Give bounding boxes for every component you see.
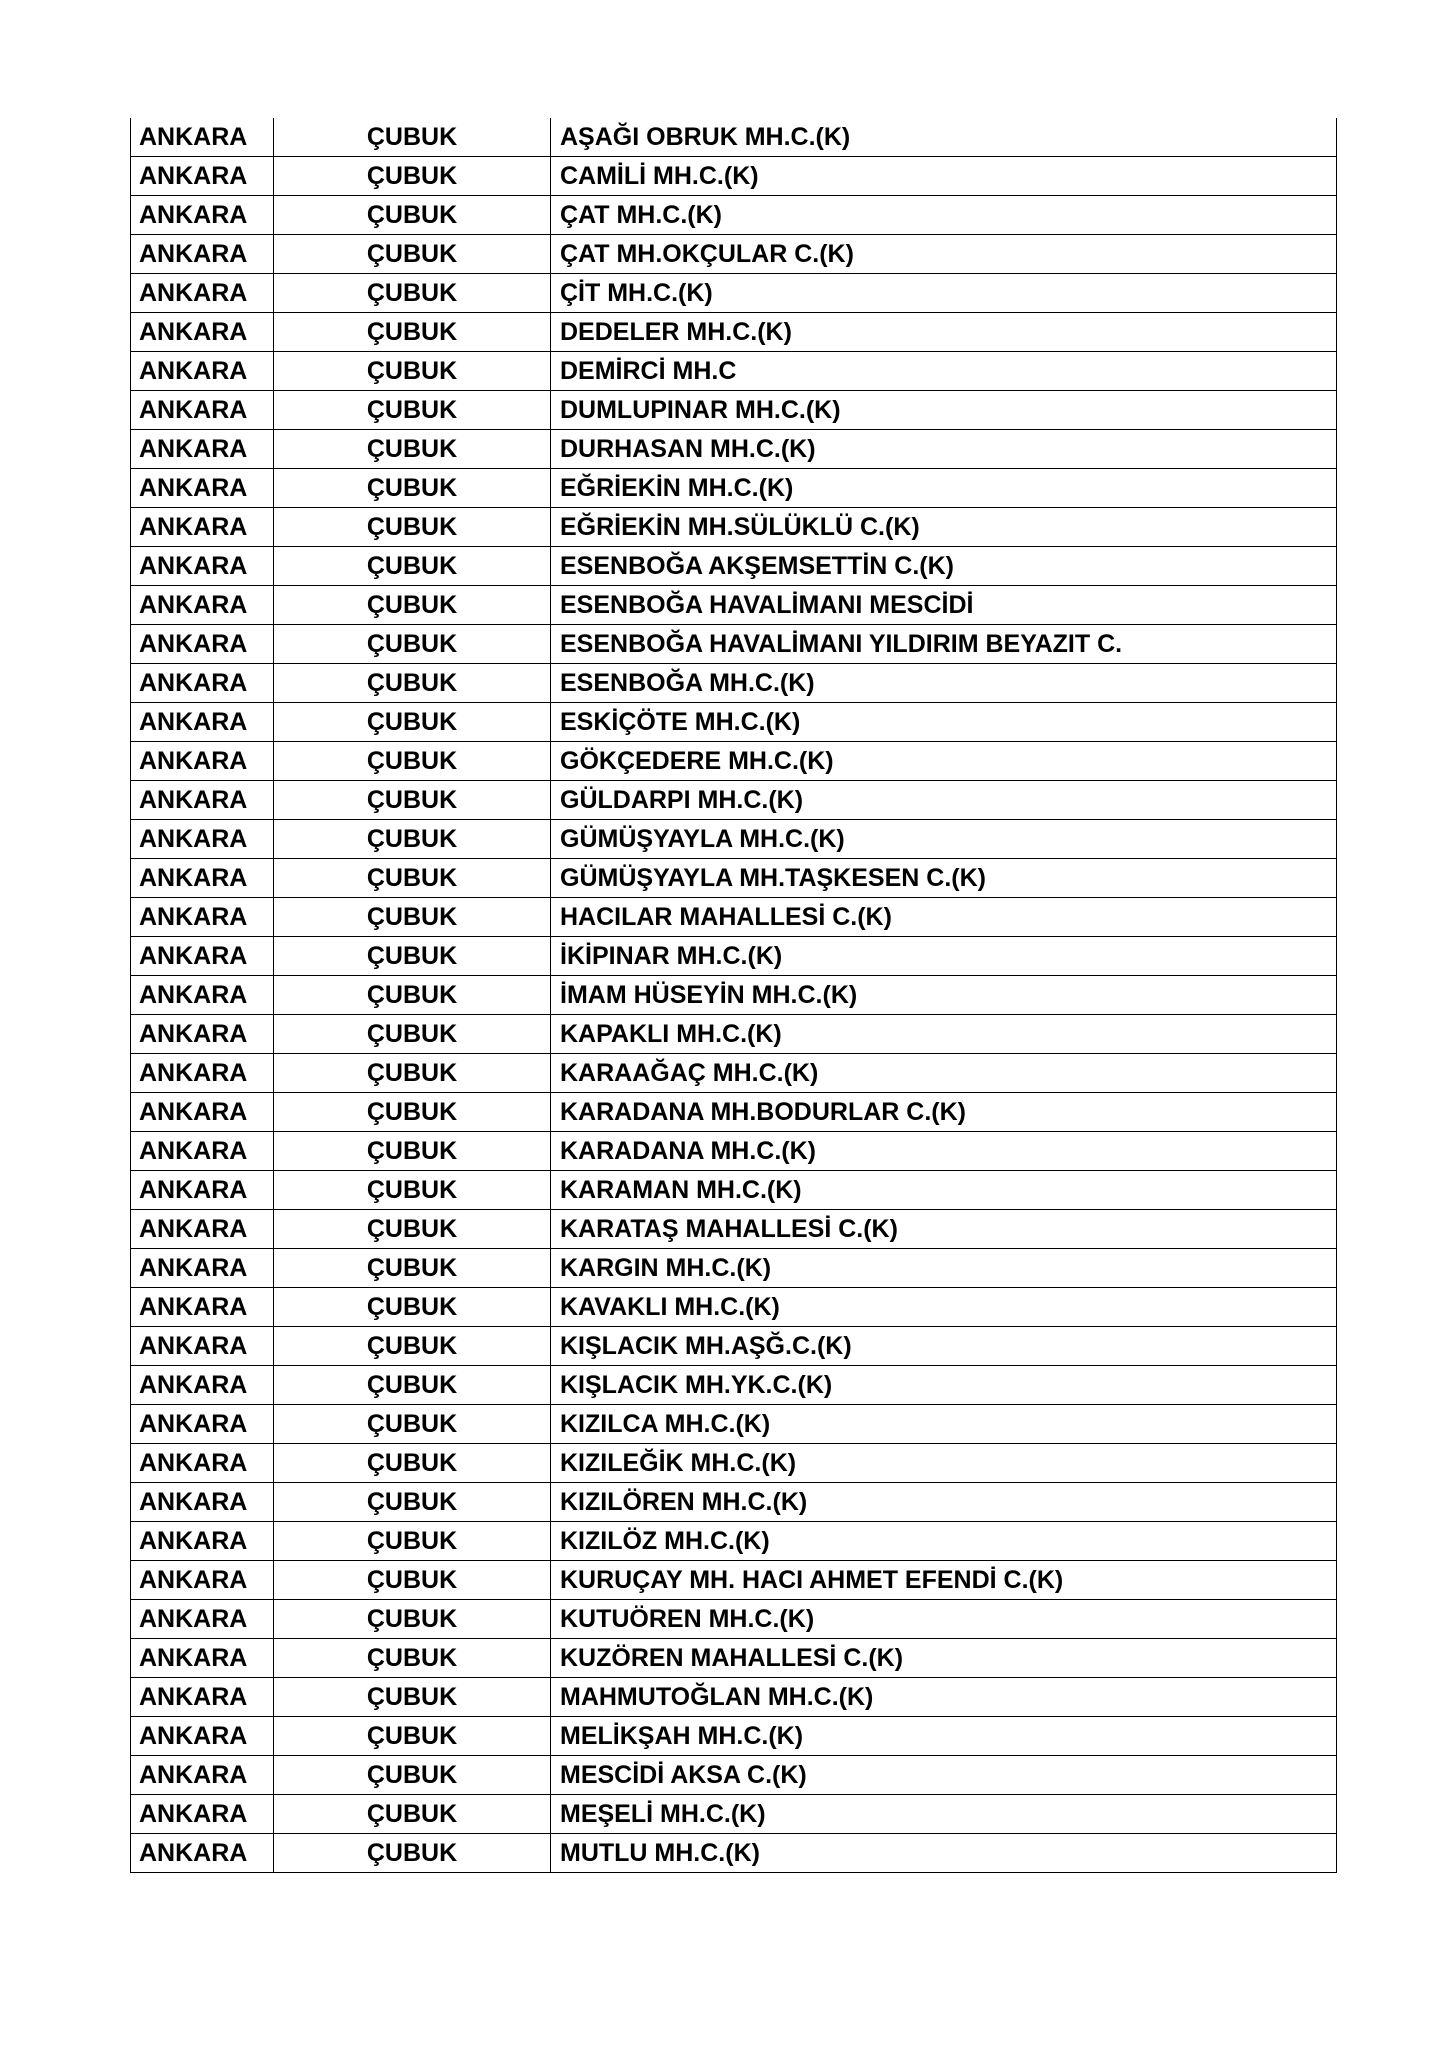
table-row <box>131 625 1337 664</box>
table-row <box>131 313 1337 352</box>
district-cell: ÇUBUK <box>274 1288 551 1327</box>
province-cell: ANKARA <box>131 820 274 859</box>
district-cell: ÇUBUK <box>274 742 551 781</box>
province-cell: ANKARA <box>131 1444 274 1483</box>
table-row <box>131 820 1337 859</box>
province-cell: ANKARA <box>131 430 274 469</box>
province-cell: ANKARA <box>131 781 274 820</box>
mosque-name-cell: KIŞLACIK MH.YK.C.(K) <box>551 1366 1337 1405</box>
mosque-name-cell: İMAM HÜSEYİN MH.C.(K) <box>551 976 1337 1015</box>
mosque-name-cell: KARAMAN MH.C.(K) <box>551 1171 1337 1210</box>
province-cell: ANKARA <box>131 1210 274 1249</box>
province-cell: ANKARA <box>131 742 274 781</box>
district-cell: ÇUBUK <box>274 1210 551 1249</box>
table-row <box>131 703 1337 742</box>
district-cell: ÇUBUK <box>274 1093 551 1132</box>
province-cell: ANKARA <box>131 1132 274 1171</box>
table-row <box>131 430 1337 469</box>
mosque-name-cell: DEMİRCİ MH.C <box>551 352 1337 391</box>
mosque-name-cell: GÜMÜŞYAYLA MH.C.(K) <box>551 820 1337 859</box>
table-row <box>131 1444 1337 1483</box>
mosque-name-cell: CAMİLİ MH.C.(K) <box>551 157 1337 196</box>
district-cell: ÇUBUK <box>274 235 551 274</box>
district-cell: ÇUBUK <box>274 274 551 313</box>
table-row <box>131 1834 1337 1873</box>
province-cell: ANKARA <box>131 469 274 508</box>
table-row <box>131 1600 1337 1639</box>
province-cell: ANKARA <box>131 1522 274 1561</box>
province-cell: ANKARA <box>131 352 274 391</box>
district-cell: ÇUBUK <box>274 898 551 937</box>
district-cell: ÇUBUK <box>274 1054 551 1093</box>
province-cell: ANKARA <box>131 1288 274 1327</box>
district-cell: ÇUBUK <box>274 430 551 469</box>
province-cell: ANKARA <box>131 157 274 196</box>
mosque-name-cell: KARADANA MH.BODURLAR C.(K) <box>551 1093 1337 1132</box>
province-cell: ANKARA <box>131 703 274 742</box>
table-row <box>131 1717 1337 1756</box>
district-cell: ÇUBUK <box>274 1834 551 1873</box>
table-row <box>131 118 1337 157</box>
province-cell: ANKARA <box>131 1405 274 1444</box>
province-cell: ANKARA <box>131 586 274 625</box>
mosque-name-cell: KARATAŞ MAHALLESİ C.(K) <box>551 1210 1337 1249</box>
district-cell: ÇUBUK <box>274 781 551 820</box>
district-cell: ÇUBUK <box>274 625 551 664</box>
mosque-name-cell: ÇİT MH.C.(K) <box>551 274 1337 313</box>
mosque-name-cell: KIZILCA MH.C.(K) <box>551 1405 1337 1444</box>
district-cell: ÇUBUK <box>274 1795 551 1834</box>
district-cell: ÇUBUK <box>274 118 551 157</box>
mosque-name-cell: KURUÇAY MH. HACI AHMET EFENDİ C.(K) <box>551 1561 1337 1600</box>
table-row <box>131 664 1337 703</box>
province-cell: ANKARA <box>131 1795 274 1834</box>
table-row <box>131 898 1337 937</box>
mosque-name-cell: DEDELER MH.C.(K) <box>551 313 1337 352</box>
table-row <box>131 508 1337 547</box>
district-cell: ÇUBUK <box>274 391 551 430</box>
table-row <box>131 196 1337 235</box>
table-row <box>131 547 1337 586</box>
table-row <box>131 274 1337 313</box>
mosque-name-cell: EĞRİEKİN MH.C.(K) <box>551 469 1337 508</box>
table-row <box>131 1405 1337 1444</box>
table-row <box>131 1483 1337 1522</box>
mosque-list-table-container <box>130 118 1336 1873</box>
province-cell: ANKARA <box>131 1678 274 1717</box>
mosque-name-cell: AŞAĞI OBRUK MH.C.(K) <box>551 118 1337 157</box>
table-row <box>131 1132 1337 1171</box>
table-row <box>131 1210 1337 1249</box>
mosque-name-cell: KIŞLACIK MH.AŞĞ.C.(K) <box>551 1327 1337 1366</box>
province-cell: ANKARA <box>131 859 274 898</box>
table-row <box>131 1054 1337 1093</box>
district-cell: ÇUBUK <box>274 196 551 235</box>
mosque-name-cell: KARAAĞAÇ MH.C.(K) <box>551 1054 1337 1093</box>
table-row <box>131 1678 1337 1717</box>
province-cell: ANKARA <box>131 937 274 976</box>
province-cell: ANKARA <box>131 1834 274 1873</box>
district-cell: ÇUBUK <box>274 313 551 352</box>
mosque-name-cell: KAVAKLI MH.C.(K) <box>551 1288 1337 1327</box>
district-cell: ÇUBUK <box>274 820 551 859</box>
mosque-name-cell: ESKİÇÖTE MH.C.(K) <box>551 703 1337 742</box>
province-cell: ANKARA <box>131 1483 274 1522</box>
table-row <box>131 1795 1337 1834</box>
mosque-name-cell: KARADANA MH.C.(K) <box>551 1132 1337 1171</box>
province-cell: ANKARA <box>131 547 274 586</box>
mosque-name-cell: KIZILÖZ MH.C.(K) <box>551 1522 1337 1561</box>
mosque-name-cell: GÜMÜŞYAYLA MH.TAŞKESEN C.(K) <box>551 859 1337 898</box>
district-cell: ÇUBUK <box>274 1522 551 1561</box>
province-cell: ANKARA <box>131 1015 274 1054</box>
table-row <box>131 391 1337 430</box>
mosque-name-cell: İKİPINAR MH.C.(K) <box>551 937 1337 976</box>
mosque-name-cell: EĞRİEKİN MH.SÜLÜKLÜ C.(K) <box>551 508 1337 547</box>
province-cell: ANKARA <box>131 1639 274 1678</box>
district-cell: ÇUBUK <box>274 703 551 742</box>
district-cell: ÇUBUK <box>274 1015 551 1054</box>
province-cell: ANKARA <box>131 976 274 1015</box>
province-cell: ANKARA <box>131 1717 274 1756</box>
mosque-name-cell: ÇAT MH.C.(K) <box>551 196 1337 235</box>
mosque-name-cell: ESENBOĞA HAVALİMANI YILDIRIM BEYAZIT C. <box>551 625 1337 664</box>
table-row <box>131 469 1337 508</box>
mosque-list-table <box>130 118 1337 1873</box>
table-row <box>131 859 1337 898</box>
province-cell: ANKARA <box>131 625 274 664</box>
mosque-name-cell: ESENBOĞA AKŞEMSETTİN C.(K) <box>551 547 1337 586</box>
table-row <box>131 1561 1337 1600</box>
province-cell: ANKARA <box>131 391 274 430</box>
table-row <box>131 1249 1337 1288</box>
district-cell: ÇUBUK <box>274 469 551 508</box>
table-row <box>131 1327 1337 1366</box>
table-row <box>131 1756 1337 1795</box>
mosque-name-cell: MESCİDİ AKSA C.(K) <box>551 1756 1337 1795</box>
table-row <box>131 742 1337 781</box>
province-cell: ANKARA <box>131 898 274 937</box>
table-row <box>131 1366 1337 1405</box>
table-row <box>131 781 1337 820</box>
district-cell: ÇUBUK <box>274 1639 551 1678</box>
mosque-name-cell: ESENBOĞA MH.C.(K) <box>551 664 1337 703</box>
province-cell: ANKARA <box>131 1327 274 1366</box>
mosque-name-cell: MUTLU MH.C.(K) <box>551 1834 1337 1873</box>
mosque-name-cell: MEŞELİ MH.C.(K) <box>551 1795 1337 1834</box>
table-row <box>131 1639 1337 1678</box>
table-row <box>131 157 1337 196</box>
district-cell: ÇUBUK <box>274 1405 551 1444</box>
district-cell: ÇUBUK <box>274 1366 551 1405</box>
mosque-name-cell: KIZILÖREN MH.C.(K) <box>551 1483 1337 1522</box>
district-cell: ÇUBUK <box>274 586 551 625</box>
province-cell: ANKARA <box>131 274 274 313</box>
table-row <box>131 1522 1337 1561</box>
table-row <box>131 352 1337 391</box>
district-cell: ÇUBUK <box>274 1171 551 1210</box>
province-cell: ANKARA <box>131 118 274 157</box>
mosque-name-cell: MELİKŞAH MH.C.(K) <box>551 1717 1337 1756</box>
province-cell: ANKARA <box>131 1600 274 1639</box>
district-cell: ÇUBUK <box>274 352 551 391</box>
table-body <box>131 118 1337 1873</box>
district-cell: ÇUBUK <box>274 1678 551 1717</box>
mosque-name-cell: KIZILEĞİK MH.C.(K) <box>551 1444 1337 1483</box>
province-cell: ANKARA <box>131 1171 274 1210</box>
mosque-name-cell: HACILAR MAHALLESİ C.(K) <box>551 898 1337 937</box>
mosque-name-cell: KAPAKLI MH.C.(K) <box>551 1015 1337 1054</box>
mosque-name-cell: MAHMUTOĞLAN MH.C.(K) <box>551 1678 1337 1717</box>
province-cell: ANKARA <box>131 1249 274 1288</box>
province-cell: ANKARA <box>131 508 274 547</box>
district-cell: ÇUBUK <box>274 508 551 547</box>
province-cell: ANKARA <box>131 1756 274 1795</box>
mosque-name-cell: DUMLUPINAR MH.C.(K) <box>551 391 1337 430</box>
province-cell: ANKARA <box>131 1054 274 1093</box>
mosque-name-cell: GÜLDARPI MH.C.(K) <box>551 781 1337 820</box>
table-row <box>131 1015 1337 1054</box>
district-cell: ÇUBUK <box>274 859 551 898</box>
mosque-name-cell: DURHASAN MH.C.(K) <box>551 430 1337 469</box>
province-cell: ANKARA <box>131 1561 274 1600</box>
district-cell: ÇUBUK <box>274 976 551 1015</box>
mosque-name-cell: KUZÖREN MAHALLESİ C.(K) <box>551 1639 1337 1678</box>
district-cell: ÇUBUK <box>274 1327 551 1366</box>
table-row <box>131 1171 1337 1210</box>
province-cell: ANKARA <box>131 313 274 352</box>
table-row <box>131 1288 1337 1327</box>
mosque-name-cell: ÇAT MH.OKÇULAR C.(K) <box>551 235 1337 274</box>
district-cell: ÇUBUK <box>274 1249 551 1288</box>
mosque-name-cell: ESENBOĞA HAVALİMANI MESCİDİ <box>551 586 1337 625</box>
mosque-name-cell: KUTUÖREN MH.C.(K) <box>551 1600 1337 1639</box>
table-row <box>131 235 1337 274</box>
table-row <box>131 937 1337 976</box>
province-cell: ANKARA <box>131 196 274 235</box>
district-cell: ÇUBUK <box>274 1132 551 1171</box>
province-cell: ANKARA <box>131 235 274 274</box>
district-cell: ÇUBUK <box>274 157 551 196</box>
table-row <box>131 1093 1337 1132</box>
province-cell: ANKARA <box>131 1366 274 1405</box>
table-row <box>131 976 1337 1015</box>
mosque-name-cell: GÖKÇEDERE MH.C.(K) <box>551 742 1337 781</box>
district-cell: ÇUBUK <box>274 1444 551 1483</box>
province-cell: ANKARA <box>131 664 274 703</box>
province-cell: ANKARA <box>131 1093 274 1132</box>
table-row <box>131 586 1337 625</box>
district-cell: ÇUBUK <box>274 1756 551 1795</box>
district-cell: ÇUBUK <box>274 1483 551 1522</box>
mosque-name-cell: KARGIN MH.C.(K) <box>551 1249 1337 1288</box>
district-cell: ÇUBUK <box>274 1600 551 1639</box>
district-cell: ÇUBUK <box>274 937 551 976</box>
district-cell: ÇUBUK <box>274 547 551 586</box>
district-cell: ÇUBUK <box>274 1561 551 1600</box>
district-cell: ÇUBUK <box>274 664 551 703</box>
district-cell: ÇUBUK <box>274 1717 551 1756</box>
